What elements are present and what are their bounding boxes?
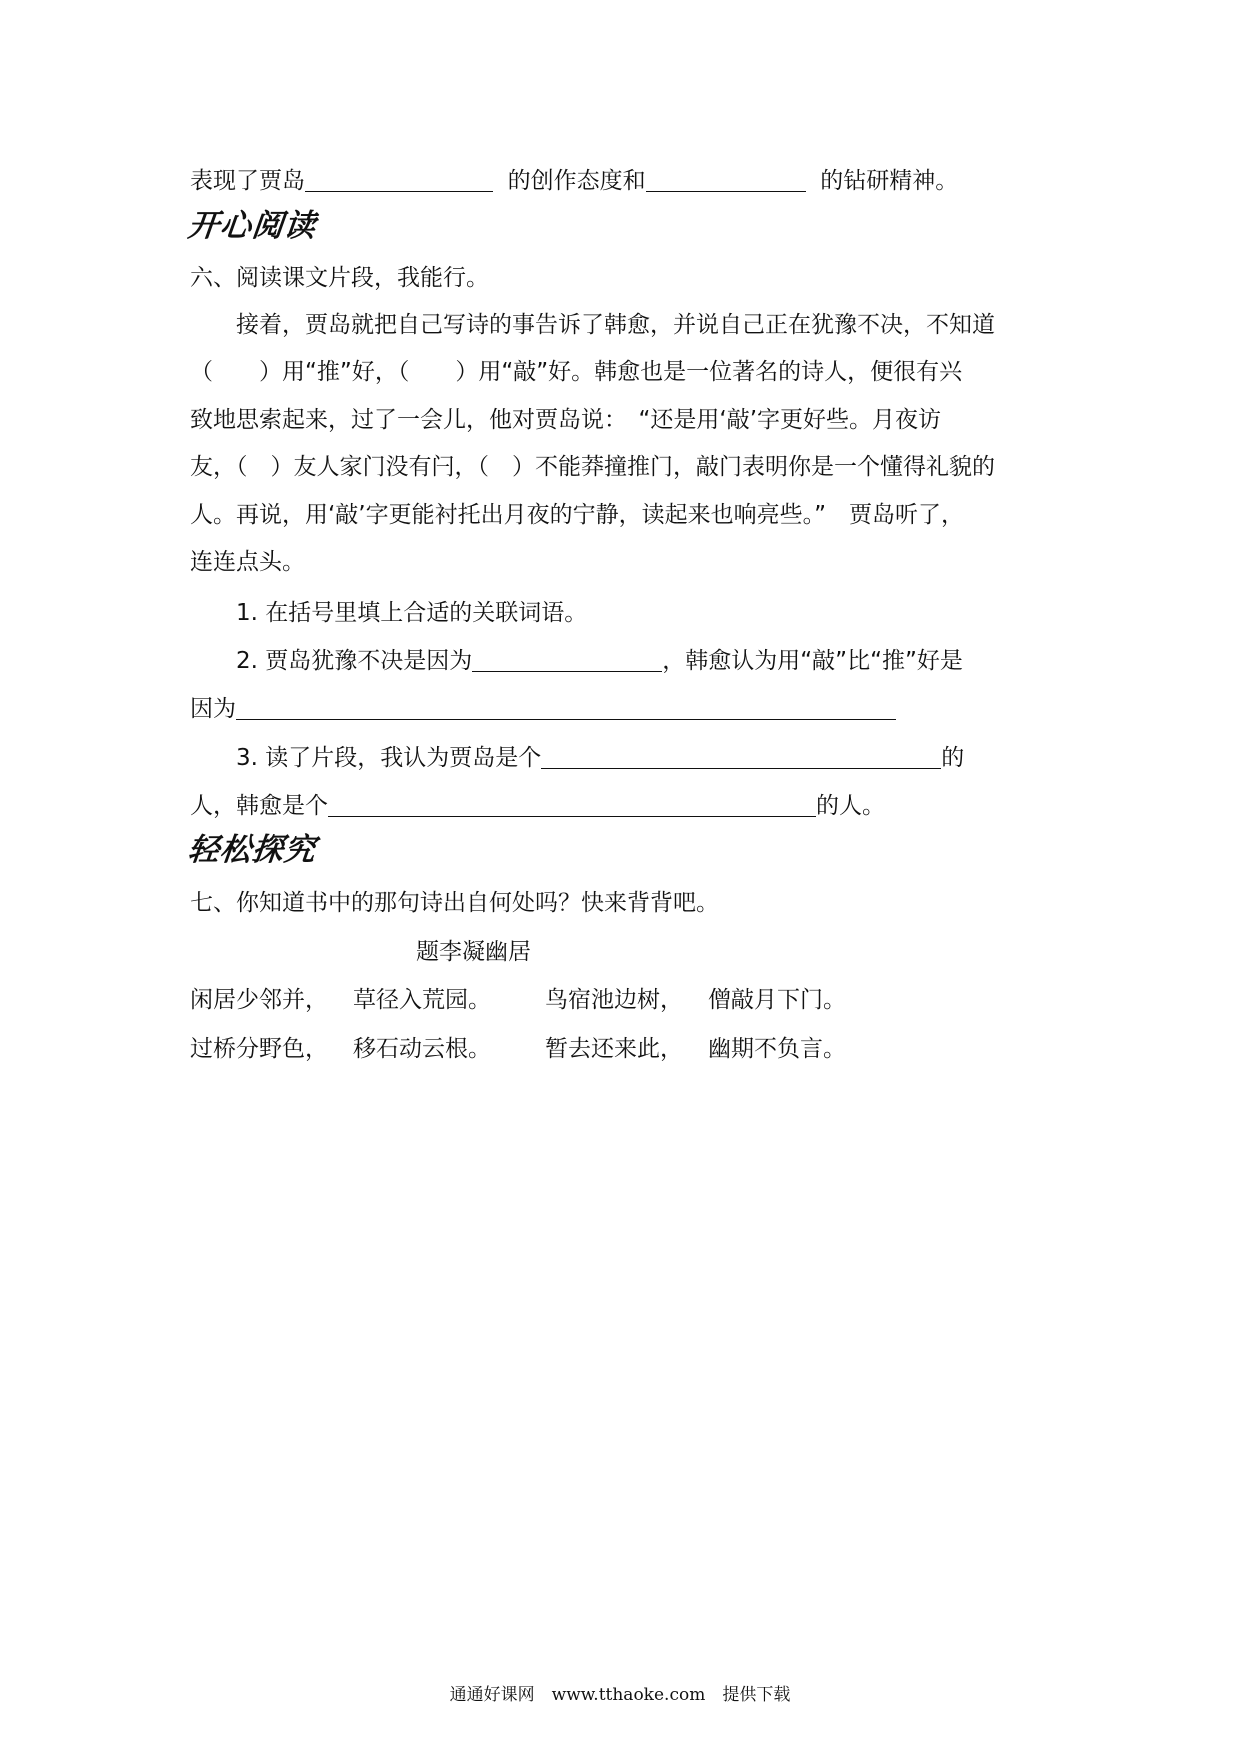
passage-line-6: 连连点头。 <box>190 549 305 575</box>
poem-phrase: 闲居少邻并， <box>190 987 328 1013</box>
poem-phrase: 幽期不负言。 <box>708 1036 846 1062</box>
blank-knock-reason[interactable] <box>236 695 896 720</box>
question6-sub2 <box>236 646 963 676</box>
passage-line-5: 人。再说，用‘敲’字更能衬托出月夜的宁静，读起来也响亮些。” 贾岛听了， <box>190 502 965 528</box>
poem-title: 题李凝幽居 <box>416 939 531 965</box>
page-footer: 通通好课网 www.tthaoke.com 提供下载 <box>449 1685 791 1705</box>
q2-text-3: 因为 <box>190 696 236 722</box>
blank-jia-dao-trait[interactable] <box>541 744 941 769</box>
poem-phrase: 暂去还来此， <box>545 1036 683 1062</box>
top-line-text-3: 的钻研精神。 <box>820 168 959 194</box>
top-line-text-1: 表现了贾岛 <box>190 168 305 194</box>
q3-text-4: 的人。 <box>816 793 885 819</box>
poem-phrase: 僧敲月下门。 <box>708 987 846 1013</box>
top-fill-line <box>190 166 958 196</box>
poem-phrase: 过桥分野色， <box>190 1036 328 1062</box>
passage-line-3: 致地思索起来，过了一会儿，他对贾岛说： “还是用‘敲’字更好些。月夜访 <box>190 407 942 433</box>
poem-phrase: 移石动云根。 <box>353 1036 491 1062</box>
q3-text-3: 人，韩愈是个 <box>190 793 328 819</box>
question6-sub3 <box>236 743 964 773</box>
poem-line-1 <box>190 985 846 1015</box>
section-heading-easy-exploration: 轻松探究 <box>186 832 318 868</box>
q2-text-2: ，韩愈认为用“敲”比“推”好是 <box>662 648 963 674</box>
poem-phrase: 鸟宿池边树， <box>545 987 683 1013</box>
blank-han-yu-trait[interactable] <box>328 792 816 817</box>
blank-creative-attitude[interactable] <box>305 167 493 192</box>
top-line-text-2: 的创作态度和 <box>507 168 646 194</box>
q2-text-1: 2. 贾岛犹豫不决是因为 <box>236 648 473 674</box>
q3-text-1: 3. 读了片段，我认为贾岛是个 <box>236 745 542 771</box>
blank-hesitation-reason[interactable] <box>472 647 662 672</box>
question6-sub1: 1. 在括号里填上合适的关联词语。 <box>236 600 588 626</box>
poem-line-2 <box>190 1034 846 1064</box>
passage-line-4: 友，（ ）友人家门没有闩，（ ）不能莽撞推门，敲门表明你是一个懂得礼貌的 <box>190 454 995 480</box>
passage-line-1: 接着，贾岛就把自己写诗的事告诉了韩愈，并说自己正在犹豫不决，不知道 <box>236 312 995 338</box>
passage-line-2: （ ）用“推”好，（ ）用“敲”好。韩愈也是一位著名的诗人，便很有兴 <box>190 359 963 385</box>
question7-title: 七、你知道书中的那句诗出自何处吗？快来背背吧。 <box>190 890 719 916</box>
question6-sub3-cont <box>190 791 885 821</box>
question6-title: 六、阅读课文片段，我能行。 <box>190 265 489 291</box>
question6-sub2-cont <box>190 694 896 724</box>
q3-text-2: 的 <box>941 745 965 771</box>
blank-research-spirit[interactable] <box>646 167 806 192</box>
section-heading-happy-reading: 开心阅读 <box>186 208 318 244</box>
poem-phrase: 草径入荒园。 <box>353 987 491 1013</box>
